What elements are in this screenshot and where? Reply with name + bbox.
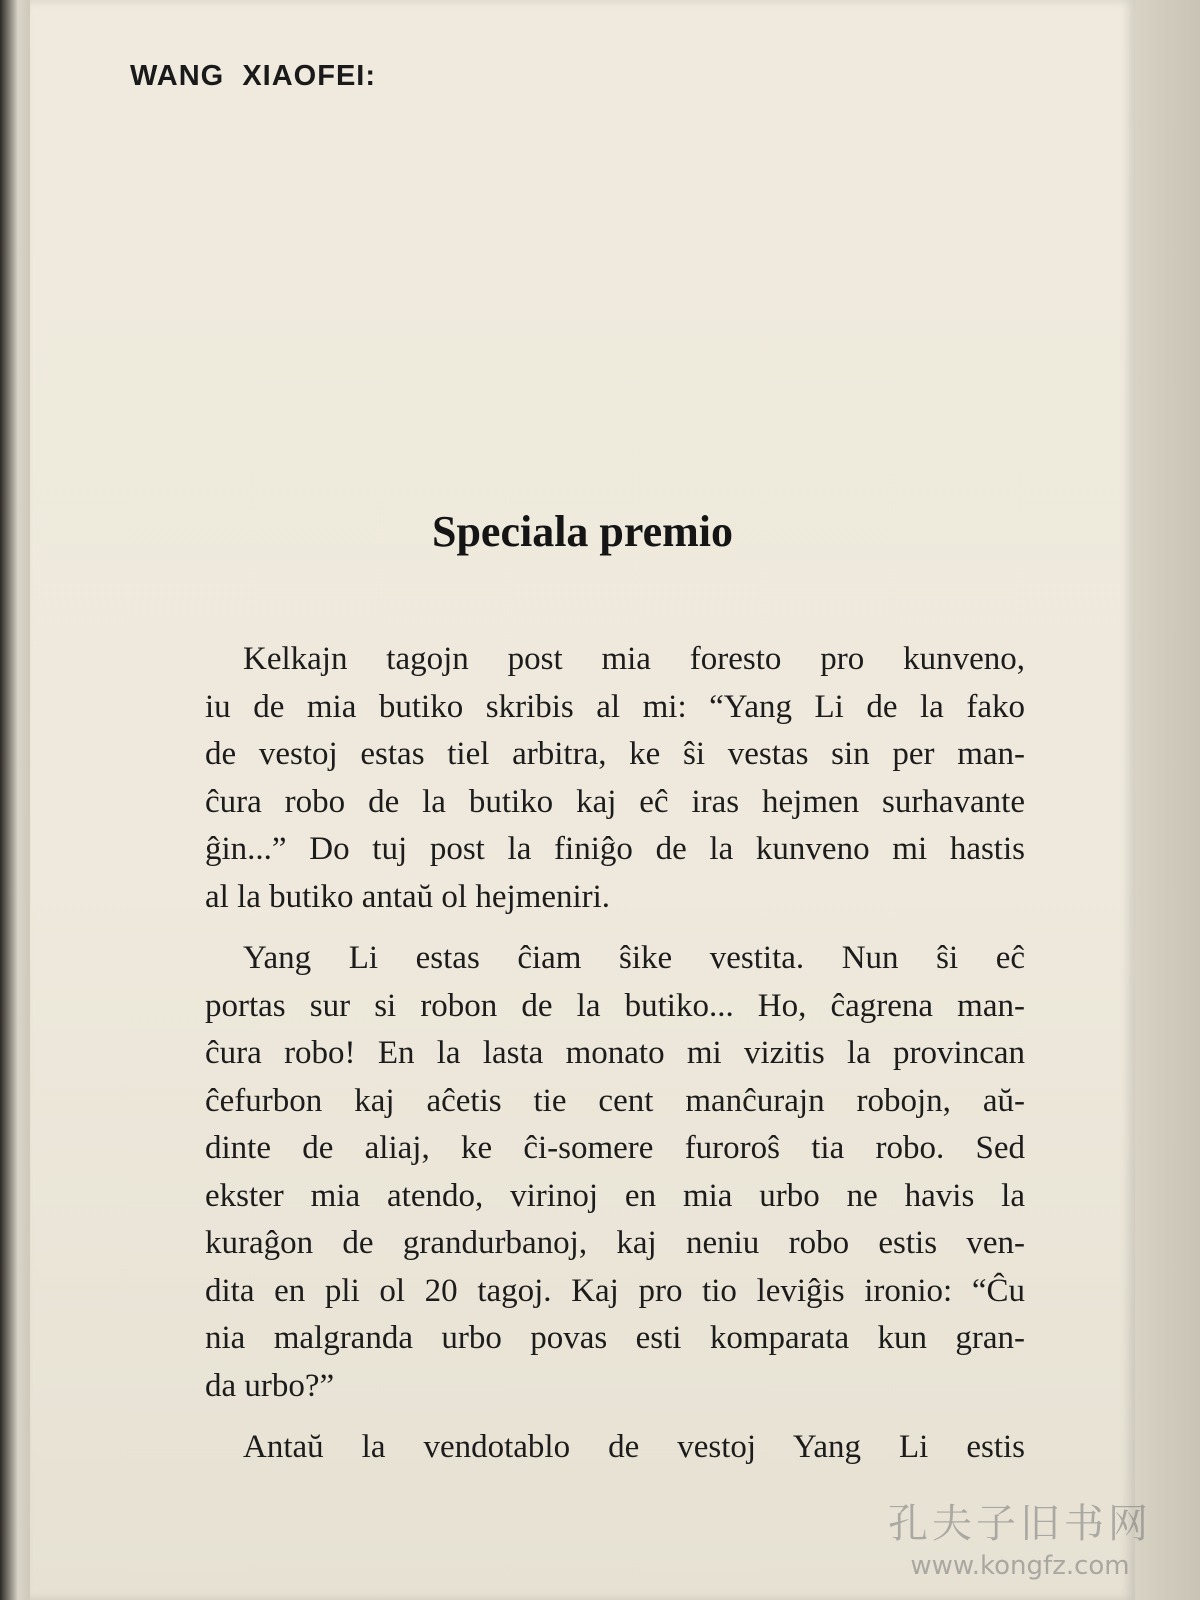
body-text [205, 636, 1025, 1472]
text-line: al la butiko antaŭ ol hejmeniri. [205, 878, 611, 915]
text-line: Kelkajn tagojn post mia foresto pro kunveno, [243, 641, 1025, 677]
watermark-url: www.kongfz.com [910, 1551, 1130, 1581]
running-head: WANG XIAOFEI: [130, 60, 376, 92]
text-line: dita en pli ol 20 tagoj. Kaj pro tio leviĝis ironio: “Ĉu [205, 1272, 1025, 1309]
text-line: da urbo?” [205, 1367, 335, 1404]
text-line: ĉura robo de la butiko kaj eĉ iras hejmen surhavante [205, 783, 1025, 820]
paragraph-gap [205, 1410, 1025, 1424]
text-line: de vestoj estas tiel arbitra, ke ŝi vestas sin per man- [205, 736, 1025, 772]
text-line: ĉefurbon kaj aĉetis tie cent manĉurajn robojn, aŭ- [205, 1082, 1025, 1119]
text-line: Yang Li estas ĉiam ŝike vestita. Nun ŝi eĉ [243, 940, 1025, 976]
text-line: ĝin...” Do tuj post la finiĝo de la kunveno mi hastis [205, 831, 1025, 867]
paragraph-1 [205, 636, 1025, 921]
text-line: ĉura robo! En la lasta monato mi vizitis la provincan [205, 1035, 1025, 1071]
paragraph-2 [205, 935, 1025, 1410]
paragraph-3 [205, 1424, 1025, 1472]
text-line: dinte de aliaj, ke ĉi-somere furoroŝ tia robo. Sed [205, 1130, 1025, 1166]
text-line: ekster mia atendo, virinoj en mia urbo ne havis la [205, 1177, 1025, 1214]
book-page [30, 0, 1135, 1600]
text-line: portas sur si robon de la butiko... Ho, ĉagrena man- [205, 987, 1025, 1024]
watermark-chinese: 孔夫子旧书网 [888, 1501, 1152, 1547]
text-line: kuraĝon de grandurbanoj, kaj neniu robo estis ven- [205, 1225, 1025, 1261]
text-line: iu de mia butiko skribis al mi: “Yang Li de la fako [205, 688, 1025, 725]
site-watermark [880, 1492, 1160, 1581]
page-fore-edge [1135, 0, 1200, 1600]
text-line: nia malgranda urbo povas esti komparata kun gran- [205, 1320, 1025, 1356]
paragraph-gap [205, 921, 1025, 935]
adjacent-page-edge [0, 0, 30, 1600]
text-line: Antaŭ la vendotablo de vestoj Yang Li estis [243, 1429, 1025, 1465]
chapter-title: Speciala premio [431, 507, 734, 556]
